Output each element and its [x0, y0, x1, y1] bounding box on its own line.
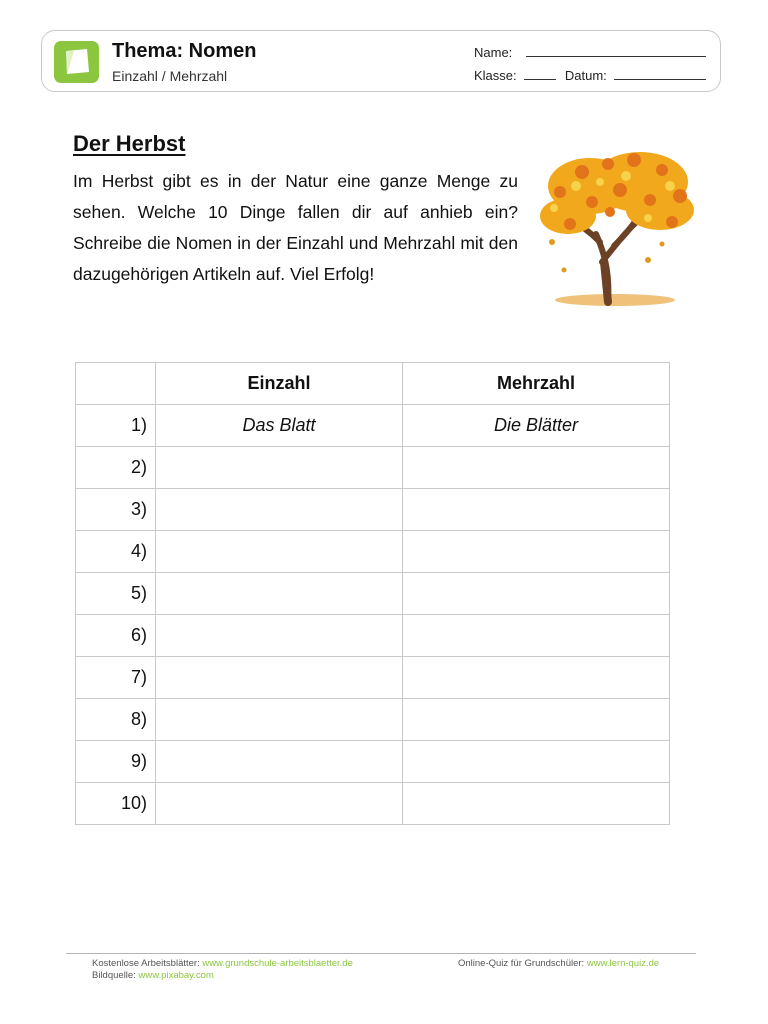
worksheet-subtitle: Einzahl / Mehrzahl: [112, 68, 228, 84]
row-number: 9): [76, 741, 156, 783]
table-row: [76, 615, 670, 657]
footer-image-source: [92, 970, 214, 982]
row-number: 7): [76, 657, 156, 699]
singular-cell: [156, 615, 403, 657]
class-label: Klasse:: [474, 68, 517, 83]
table-header-row: [76, 363, 670, 405]
table-row: [76, 657, 670, 699]
row-number: 8): [76, 699, 156, 741]
row-number: 10): [76, 783, 156, 825]
row-number: 3): [76, 489, 156, 531]
column-header-mehrzahl: Mehrzahl: [403, 363, 670, 405]
name-field: [474, 44, 706, 60]
row-number: 2): [76, 447, 156, 489]
noun-table: [75, 362, 670, 825]
plural-cell: [403, 699, 670, 741]
table-row: [76, 573, 670, 615]
singular-cell: [156, 699, 403, 741]
plural-cell: [403, 783, 670, 825]
column-header-number: [76, 363, 156, 405]
footer-quiz: [458, 958, 659, 970]
class-date-field: [474, 67, 706, 83]
worksheet-header: [41, 30, 721, 92]
table-row: [76, 405, 670, 447]
row-number: 4): [76, 531, 156, 573]
footer-quiz-link[interactable]: www.lern-quiz.de: [586, 958, 660, 969]
footer-divider: [66, 953, 696, 954]
column-header-einzahl: Einzahl: [156, 363, 403, 405]
singular-cell: [156, 741, 403, 783]
section-heading: Der Herbst: [73, 131, 186, 156]
name-line: [526, 44, 706, 57]
row-number: 6): [76, 615, 156, 657]
plural-cell: [403, 531, 670, 573]
footer-worksheets: [92, 958, 353, 970]
table-row: [76, 699, 670, 741]
singular-cell: [156, 573, 403, 615]
class-line: [524, 67, 556, 80]
singular-cell: [156, 447, 403, 489]
table-row: [76, 741, 670, 783]
table-row: [76, 447, 670, 489]
date-line: [614, 67, 706, 80]
plural-cell: [403, 741, 670, 783]
date-label: Datum:: [564, 68, 607, 83]
plural-cell: Die Blätter: [403, 405, 670, 447]
plural-cell: [403, 615, 670, 657]
plural-cell: [403, 573, 670, 615]
singular-cell: [156, 489, 403, 531]
footer-worksheets-label: Kostenlose Arbeitsblätter:: [92, 958, 200, 969]
logo-icon: [54, 41, 99, 83]
plural-cell: [403, 657, 670, 699]
singular-cell: [156, 657, 403, 699]
name-label: Name:: [474, 45, 513, 60]
autumn-tree-icon: [530, 142, 700, 307]
footer-worksheets-link[interactable]: www.grundschule-arbeitsblaetter.de: [202, 958, 353, 969]
singular-cell: Das Blatt: [156, 405, 403, 447]
worksheet-title: Thema: Nomen: [112, 40, 257, 62]
footer-quiz-label: Online-Quiz für Grundschüler:: [458, 958, 585, 969]
singular-cell: [156, 783, 403, 825]
table-row: [76, 489, 670, 531]
plural-cell: [403, 489, 670, 531]
singular-cell: [156, 531, 403, 573]
footer-source-label: Bildquelle:: [92, 970, 136, 981]
row-number: 1): [76, 405, 156, 447]
intro-text: Im Herbst gibt es in der Natur eine ganze Menge zu sehen. Welche 10 Dinge fallen dir auf anhieb ein? Schreibe die Nomen in der Einzahl und Mehrzahl mit den dazugehörigen Artikeln auf. Viel Erfolg!: [73, 171, 518, 284]
row-number: 5): [76, 573, 156, 615]
footer-source-link[interactable]: www.pixabay.com: [138, 970, 214, 981]
plural-cell: [403, 447, 670, 489]
table-row: [76, 531, 670, 573]
table-row: [76, 783, 670, 825]
